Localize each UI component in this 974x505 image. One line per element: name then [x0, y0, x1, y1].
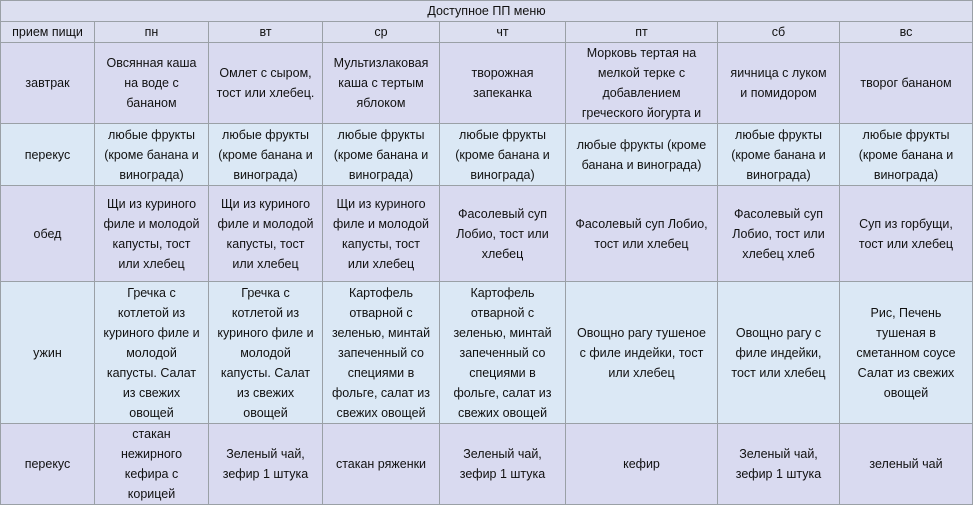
menu-cell: Рис, Печень тушеная в сметанном соусе Салат из свежих овощей — [840, 282, 973, 424]
title-row — [1, 1, 973, 22]
menu-cell: любые фрукты (кроме банана и винограда) — [95, 124, 209, 186]
header-row — [1, 22, 973, 43]
meal-label: обед — [1, 186, 95, 282]
menu-cell: Мультизлаковая каша с тертым яблоком — [323, 43, 440, 124]
header-day-mon: пн — [95, 22, 209, 43]
menu-cell: творог бананом — [840, 43, 973, 124]
menu-cell: любые фрукты (кроме банана и винограда) — [209, 124, 323, 186]
row-snack-2 — [1, 424, 973, 505]
header-day-tue: вт — [209, 22, 323, 43]
meal-label: ужин — [1, 282, 95, 424]
menu-cell: Фасолевый суп Лобио, тост или хлебец хлеб — [718, 186, 840, 282]
menu-cell: стакан ряженки — [323, 424, 440, 505]
menu-cell: Гречка с котлетой из куриного филе и молодой капусты. Салат из свежих овощей — [209, 282, 323, 424]
menu-cell: стакан нежирного кефира с корицей — [95, 424, 209, 505]
menu-cell: любые фрукты (кроме банана и винограда) — [840, 124, 973, 186]
menu-cell: Суп из горбущи, тост или хлебец — [840, 186, 973, 282]
menu-cell: Овощно рагу тушеное с филе индейки, тост или хлебец — [566, 282, 718, 424]
meal-label: перекус — [1, 124, 95, 186]
menu-cell: Щи из куриного филе и молодой капусты, тост или хлебец — [95, 186, 209, 282]
header-day-sun: вс — [840, 22, 973, 43]
row-snack-1 — [1, 124, 973, 186]
menu-cell: Морковь тертая на мелкой терке с добавлением греческого йогурта и — [566, 43, 718, 124]
header-day-sat: сб — [718, 22, 840, 43]
row-lunch — [1, 186, 973, 282]
menu-cell: Овощно рагу с филе индейки, тост или хлебец — [718, 282, 840, 424]
header-meal: прием пищи — [1, 22, 95, 43]
menu-cell: творожная запеканка — [440, 43, 566, 124]
menu-cell: Картофель отварной с зеленью, минтай запеченный со специями в фольге, салат из свежих овощей — [440, 282, 566, 424]
menu-cell: Щи из куриного филе и молодой капусты, тост или хлебец — [323, 186, 440, 282]
menu-cell: Щи из куриного филе и молодой капусты, тост или хлебец — [209, 186, 323, 282]
menu-cell: Зеленый чай, зефир 1 штука — [440, 424, 566, 505]
menu-cell: любые фрукты (кроме банана и винограда) — [323, 124, 440, 186]
row-breakfast — [1, 43, 973, 124]
menu-cell: Овсянная каша на воде с бананом — [95, 43, 209, 124]
menu-cell: Картофель отварной с зеленью, минтай запеченный со специями в фольге, салат из свежих овощей — [323, 282, 440, 424]
menu-cell: любые фрукты (кроме банана и винограда) — [566, 124, 718, 186]
menu-cell: Фасолевый суп Лобио, тост или хлебец — [566, 186, 718, 282]
menu-cell: Зеленый чай, зефир 1 штука — [209, 424, 323, 505]
menu-cell: яичница с луком и помидором — [718, 43, 840, 124]
menu-cell: любые фрукты (кроме банана и винограда) — [440, 124, 566, 186]
header-day-wed: ср — [323, 22, 440, 43]
menu-cell: любые фрукты (кроме банана и винограда) — [718, 124, 840, 186]
meal-label: завтрак — [1, 43, 95, 124]
menu-cell: Фасолевый суп Лобио, тост или хлебец — [440, 186, 566, 282]
menu-cell: Гречка с котлетой из куриного филе и молодой капусты. Салат из свежих овощей — [95, 282, 209, 424]
header-day-fri: пт — [566, 22, 718, 43]
header-day-thu: чт — [440, 22, 566, 43]
menu-cell: кефир — [566, 424, 718, 505]
menu-cell: зеленый чай — [840, 424, 973, 505]
row-dinner — [1, 282, 973, 424]
meal-label: перекус — [1, 424, 95, 505]
menu-cell: Омлет с сыром, тост или хлебец. — [209, 43, 323, 124]
menu-cell: Зеленый чай, зефир 1 штука — [718, 424, 840, 505]
table-title: Доступное ПП меню — [1, 1, 973, 22]
